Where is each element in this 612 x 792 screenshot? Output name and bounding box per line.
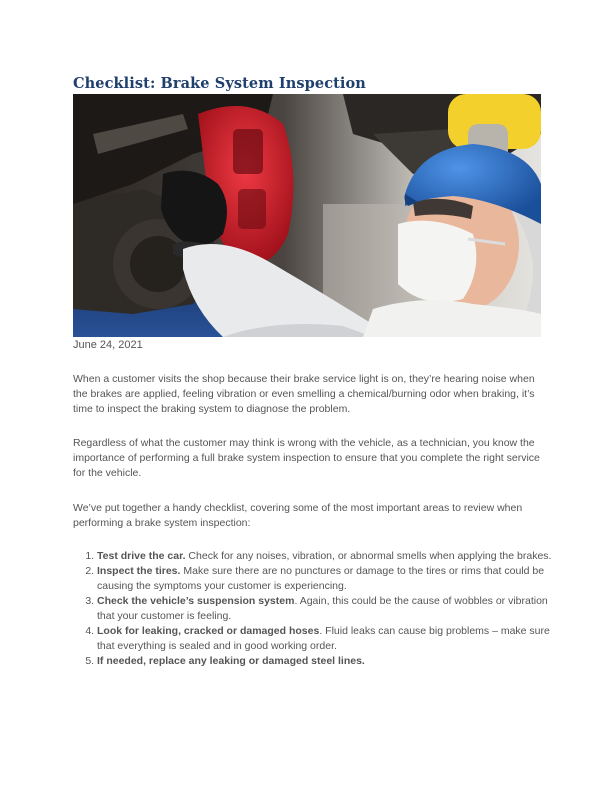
checklist-item [97, 624, 565, 654]
checklist-item-text: . Again, this could be the cause of wobbles or vibration that your customer is feeling. [97, 595, 548, 622]
inspection-checklist [73, 549, 565, 669]
article-title: Checklist: Brake System Inspection [73, 75, 366, 92]
technician-paragraph: Regardless of what the customer may think is wrong with the vehicle, as a technician, you know the importance of performing a full brake system inspection to ensure that you complete the right service for the vehicle. [73, 437, 540, 479]
brake-inspection-photo [73, 94, 541, 337]
checklist-item [97, 564, 565, 594]
checklist-item-heading: Look for leaking, cracked or damaged hoses [97, 625, 320, 637]
checklist-item-heading: Test drive the car. [97, 550, 186, 562]
publish-date: June 24, 2021 [73, 339, 143, 351]
checklist-item-heading: Inspect the tires. [97, 565, 181, 577]
checklist-item-text: Check for any noises, vibration, or abnormal smells when applying the brakes. [185, 550, 552, 562]
intro-paragraph: When a customer visits the shop because their brake service light is on, they’re hearing noise when the brakes are applied, feeling vibration or even smelling a chemical/burning odor when braking, it’s time to inspect the braking system to diagnose the problem. [73, 373, 535, 415]
checklist-item-heading: Check the vehicle’s suspension system [97, 595, 295, 607]
checklist-intro-paragraph: We’ve put together a handy checklist, covering some of the most important areas to review when performing a brake system inspection: [73, 502, 523, 529]
checklist-item [97, 654, 565, 669]
checklist-item-text: Make sure there are no punctures or damage to the tires or rims that could be causing the symptoms your customer is experiencing. [97, 565, 545, 592]
checklist-item-heading: If needed, replace any leaking or damaged steel lines. [97, 655, 365, 667]
checklist-item [97, 549, 565, 564]
checklist-item [97, 594, 565, 624]
checklist-item-text: . Fluid leaks can cause big problems – make sure that everything is sealed and in good working order. [97, 625, 550, 652]
